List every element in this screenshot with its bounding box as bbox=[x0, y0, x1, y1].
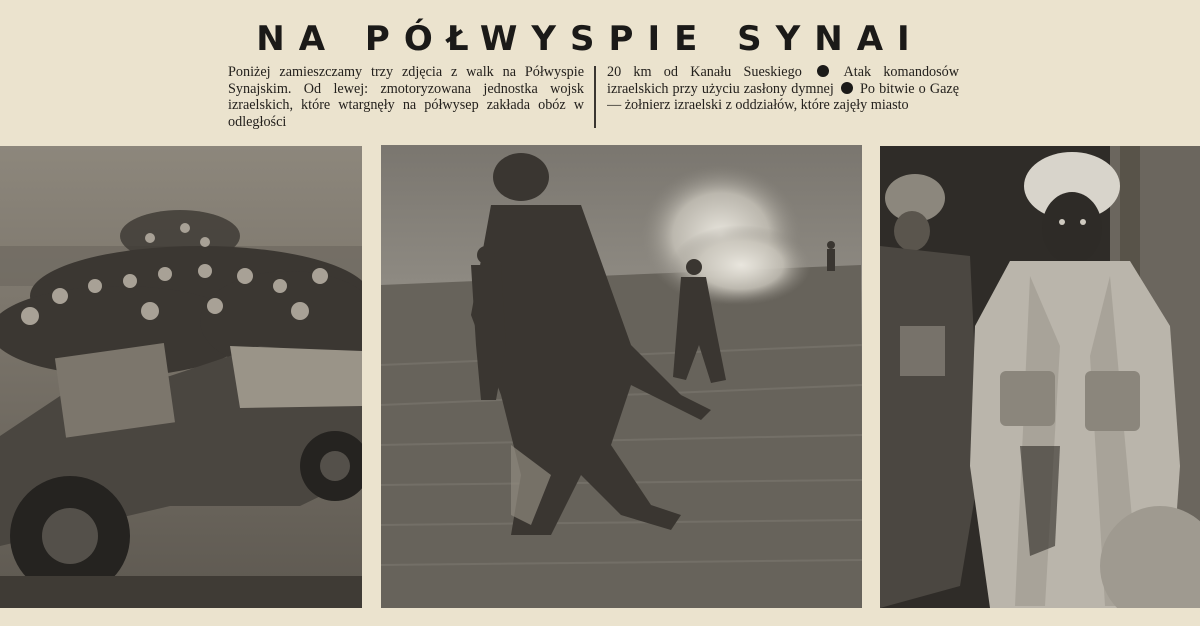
caption-part-gaza: Po bitwie o Gazę — żołnierz izraelski z oddziałów, które zajęły miasto bbox=[607, 80, 959, 113]
photo-soldier-gaza bbox=[880, 146, 1200, 608]
bullet-icon bbox=[841, 82, 853, 94]
caption-part-distance: 20 km od Kanału Sueskiego bbox=[607, 64, 802, 80]
photo-commando-attack bbox=[381, 145, 862, 608]
caption-part-attack: Atak komandosów izraelskich przy użyciu zasłony dymnej bbox=[607, 64, 959, 97]
caption-right-column bbox=[607, 64, 959, 130]
photo-motorized-unit-image bbox=[0, 146, 362, 608]
photo-commando-attack-image bbox=[381, 145, 862, 608]
column-rule bbox=[594, 66, 596, 128]
page-headline: NA PÓŁWYSPIE SYNAI bbox=[256, 19, 924, 59]
bullet-icon bbox=[817, 65, 829, 77]
caption-left-column: Poniżej zamieszczamy trzy zdjęcia z walk na Półwyspie Synajskim. Od lewej: zmotoryzowana jednostka wojsk izraelskich, które wtargnęły na półwysep zakłada obóz w odległości bbox=[228, 64, 584, 130]
photo-soldier-gaza-image bbox=[880, 146, 1200, 608]
photo-motorized-unit bbox=[0, 146, 362, 608]
